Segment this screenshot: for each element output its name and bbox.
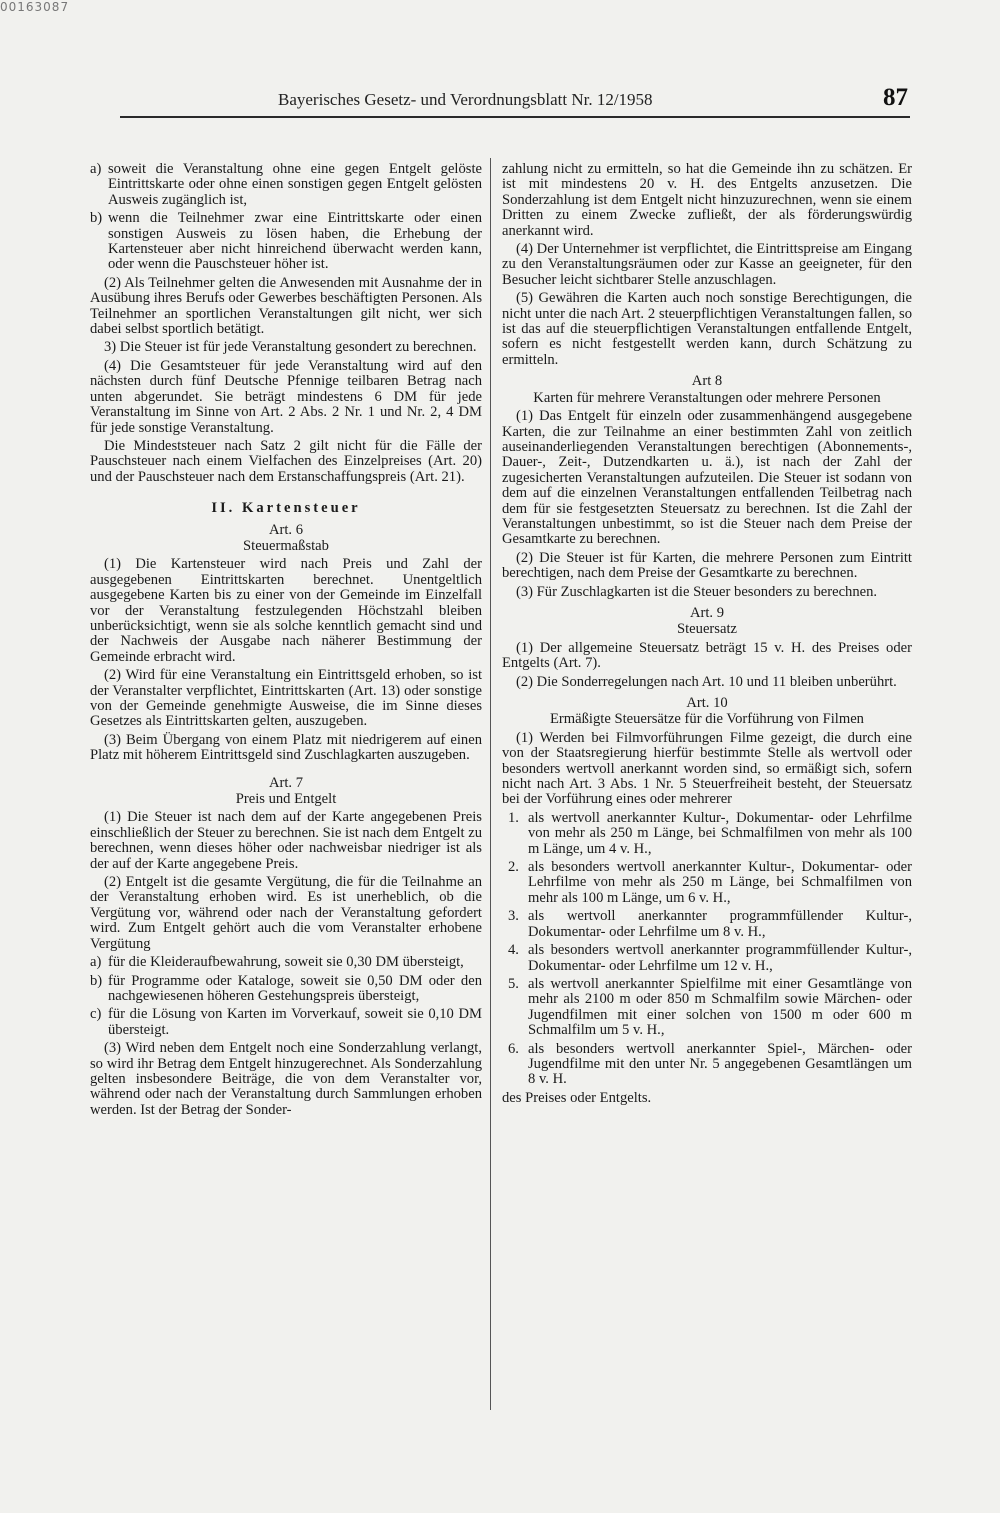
list-item-label: 2. [508, 859, 519, 876]
article-title: Ermäßigte Steuersätze für die Vorführung von Filmen [550, 711, 864, 728]
paragraph: (5) Gewähren die Karten auch noch sonstige Berechtigungen, die nicht unter die nach Art. 2 steuerpflichtigen Veranstaltungen fallen, so ist das auf die steuerpflichtigen Veranstaltungen entfallende Entgelt, sofern es nicht festgestellt werden kann, durch Schätzung zu ermitteln. [502, 290, 912, 368]
page-number: 87 [883, 84, 908, 111]
paragraph: (1) Werden bei Filmvorführungen Filme gezeigt, die durch eine von der Staatsregierung hierfür bestimmte Stelle als wertvoll oder besonders wertvoll anerkannt worden sind, so ermäßigt sich, sofern nicht nach Art. 3 Abs. 1 Nr. 5 Steuerfreiheit besteht, der Steuersatz bei der Vorführung eines oder mehrerer [502, 729, 912, 808]
paragraph: Die Mindeststeuer nach Satz 2 gilt nicht für die Fälle der Pauschsteuer nach einem Vielfachen des Einzelpreises (Art. 20) und der Pauschsteuer nach dem Erstanschaffungspreis (Art. 21). [90, 437, 482, 485]
list-item-label: b) [90, 972, 103, 989]
paragraph: (2) Wird für eine Veranstaltung ein Eintrittsgeld erhoben, so ist der Veranstalter verpflichtet, Eintrittskarten (Art. 13) oder sonstige von der Gemeinde genehmigte Ausweise, die im Sinne dieses Gesetzes als Eintrittskarten gelten, auszugeben. [90, 667, 482, 730]
list-item [90, 955, 482, 970]
list-item-label: 5. [508, 975, 519, 992]
list-item-text: als besonders wertvoll anerkannter Spiel-, Märchen- oder Jugendfilme mit den unter Nr. 5 angegebenen Gesamtlängen um 8 v. H. [528, 1040, 912, 1088]
article-title: Preis und Entgelt [235, 791, 337, 808]
list-item-text: als wertvoll anerkannter programmfüllender Kultur-, Dokumentar- oder Lehrfilme um 8 v. H., [528, 908, 912, 940]
list-item-text: als wertvoll anerkannter Spielfilme mit einer Gesamtlänge von mehr als 2100 m oder 850 m Schmalfilm sowie Märchen- oder Jugendfilmen mit einer solchen von 1500 m oder 600 m Schmalfilm um 5 v. H., [528, 975, 912, 1039]
list-item-text: als besonders wertvoll anerkannter Kultur-, Dokumentar- oder Lehrfilme von mehr als 250 m Länge, bei Schmalfilmen von mehr als 100 m Länge, um 6 v. H., [528, 859, 912, 906]
list-item [502, 860, 912, 906]
paragraph: (2) Entgelt ist die gesamte Vergütung, die für die Teilnahme an der Veranstaltung erhoben wird. Es ist unerheblich, ob die Vergütung vor, während oder nach der Veranstaltung gefordert wird. Zum Entgelt gehört auch die vom Veranstalter erhobene Vergütung [90, 874, 482, 952]
article-heading: Art. 9 [689, 604, 725, 621]
list-item-label: 4. [508, 942, 519, 959]
journal-title: Bayerisches Gesetz- und Verordnungsblatt Nr. 12/1958 [278, 90, 653, 109]
article-heading: Art. 7 [268, 774, 304, 791]
list-item [502, 909, 912, 940]
paragraph: (3) Wird neben dem Entgelt noch eine Sonderzahlung verlangt, so wird ihr Betrag dem Entgelt hinzugerechnet. Als Sonderzahlung gelten insbesondere Beiträge, die von dem Veranstalter vor, während oder nach der Veranstaltung durch Sammlungen erhoben werden. Ist der Betrag der Sonder- [90, 1040, 482, 1118]
list-item-label: 3. [508, 908, 519, 925]
paragraph: (4) Die Gesamtsteuer für jede Veranstaltung wird auf den nächsten durch fünf Deutsche Pfennige teilbaren Betrag nach unten abgerundet. Sie beträgt mindestens 6 DM für jede Veranstaltung im Sinne von Art. 2 Abs. 2 Nr. 1 und Nr. 2, 4 DM für jede sonstige Veranstaltung. [90, 357, 482, 436]
paragraph: (2) Die Sonderregelungen nach Art. 10 und 11 bleiben unberührt. [516, 673, 897, 690]
archive-stamp: 00163087 [0, 0, 70, 14]
list-item-text: als besonders wertvoll anerkannter programmfüllender Kultur-, Dokumentar- oder Lehrfilme um 12 v. H., [528, 942, 912, 974]
list-item-label: 6. [508, 1040, 519, 1057]
article-heading: Art 8 [691, 373, 723, 390]
article-title: Steuersatz [677, 621, 737, 638]
paragraph: (3) Beim Übergang von einem Platz mit niedrigerem auf einen Platz mit höherem Eintrittsgeld sind Zuschlagkarten auszugeben. [90, 731, 482, 764]
paragraph: des Preises oder Entgelts. [502, 1089, 652, 1106]
paragraph: (3) Für Zuschlagkarten ist die Steuer besonders zu berechnen. [516, 583, 878, 600]
list-item [502, 943, 912, 974]
article-heading: Art. 10 [686, 695, 728, 711]
list-item-text: als wertvoll anerkannter Kultur-, Dokumentar- oder Lehrfilme von mehr als 250 m Länge, bei Schmalfilmen von mehr als 100 m Länge, um 4 v. H., [528, 809, 912, 857]
header-rule [120, 116, 910, 118]
list-item [90, 211, 482, 273]
article-heading: Art. 6 [268, 521, 304, 538]
paragraph-continuation: zahlung nicht zu ermitteln, so hat die Gemeinde ihn zu schätzen. Er ist mit mindestens 20 v. H. des Entgelts anzusetzen. Die Sonderzahlung ist dem Entgelt nicht hinzuzurechnen, wenn sie einem Dritten zu einem Zwecke zufließt, der als förderungswürdig anerkannt wird. [502, 161, 912, 239]
page-header [120, 86, 910, 116]
right-column [502, 162, 912, 1109]
list-item [502, 811, 912, 857]
paragraph: 3) Die Steuer ist für jede Veranstaltung gesondert zu berechnen. [104, 339, 477, 356]
list-item-label: b) [90, 210, 103, 227]
list-item-label: a) [90, 954, 102, 971]
column-divider [490, 158, 491, 1410]
list-item-text: soweit die Veranstaltung ohne eine gegen Entgelt gelöste Eintrittskarte oder ohne einen sonstigen gegen Entgelt gelösten Ausweis zugänglich ist, [108, 161, 482, 208]
list-item-label: 1. [508, 809, 519, 826]
left-column [90, 162, 482, 1121]
paragraph: (2) Die Steuer ist für Karten, die mehrere Personen zum Eintritt berechtigen, nach dem Preise der Gesamtkarte zu berechnen. [502, 549, 912, 582]
list-item [90, 974, 482, 1005]
list-item-text: wenn die Teilnehmer zwar eine Eintrittskarte oder einen sonstigen Ausweis zu lösen haben, die Erhebung der Kartensteuer aber nicht hinreichend überwacht werden kann, oder wenn die Pauschsteuer höher ist. [108, 210, 482, 273]
list-item [502, 977, 912, 1039]
section-heading: II. Kartensteuer [211, 500, 361, 517]
list-item [90, 162, 482, 208]
list-item-text: für die Lösung von Karten im Vorverkauf, soweit sie 0,10 DM übersteigt. [108, 1006, 482, 1038]
paragraph: (1) Die Kartensteuer wird nach Preis und Zahl der ausgegebenen Eintrittskarten berechnet. Unentgeltlich ausgegebene Karten bis zu einer von der Gemeinde im Einzelfall vor der Veranstaltung festzulegenden Höchstzahl bleiben unberücksichtigt, wenn sie als solche kenntlich gemacht sind und der Nachweis der Ausgabe nach näherer Bestimmung der Gemeinde erbracht wird. [90, 556, 482, 665]
paragraph: (1) Die Steuer ist nach dem auf der Karte angegebenen Preis einschließlich der Steuer zu berechnen. Sie ist nach dem Entgelt zu berechnen, wenn dieses höher oder nachweisbar niedriger ist als der auf der Karte angegebene Preis. [90, 809, 482, 872]
paragraph: (4) Der Unternehmer ist verpflichtet, die Eintrittspreise am Eingang zu den Veranstaltungsräumen oder zur Kasse an geeigneter, für den Besucher leicht sichtbarer Stelle anzuschlagen. [502, 241, 912, 288]
list-item-label: c) [90, 1006, 102, 1023]
article-title: Karten für mehrere Veranstaltungen oder mehrere Personen [533, 389, 881, 406]
paragraph: (1) Der allgemeine Steuersatz beträgt 15 v. H. des Preises oder Entgelts (Art. 7). [502, 639, 912, 672]
list-item-label: a) [90, 161, 102, 177]
paragraph: (1) Das Entgelt für einzeln oder zusammenhängend ausgegebene Karten, die zur Teilnahme an einer bestimmten Zahl von zeitlich auseinanderliegenden Veranstaltungen berechtigen (Abonnements-, Dauer-, Zeit-, Dutzendkarten u. ä.), ist nach der Zahl der zugesicherten Veranstaltungen aufzuteilen. Die Steuer ist sodann von dem auf die einzelnen Veranstaltungen entfallenden Teilbetrag nach dem für sie festgesetzten Steuersatz zu berechnen. Ist die Zahl der Veranstaltungen unbestimmt, so ist die Steuer nach dem Preise der Gesamtkarte zu berechnen. [502, 408, 912, 548]
list-item-text: für Programme oder Kataloge, soweit sie 0,50 DM oder den nachgewiesenen höheren Gestehungspreis übersteigt, [108, 972, 482, 1004]
list-item-text: für die Kleideraufbewahrung, soweit sie 0,30 DM übersteigt, [108, 954, 464, 971]
article-title: Steuermaßstab [243, 537, 329, 554]
paragraph: (2) Als Teilnehmer gelten die Anwesenden mit Ausnahme der in Ausübung ihres Berufs oder Gewerbes beschäftigten Personen. Als Teilnehmer an sportlichen Veranstaltungen gilt nicht, wer sich dabei selbst sportlich betätigt. [90, 274, 482, 338]
list-item [90, 1007, 482, 1038]
list-item [502, 1042, 912, 1088]
